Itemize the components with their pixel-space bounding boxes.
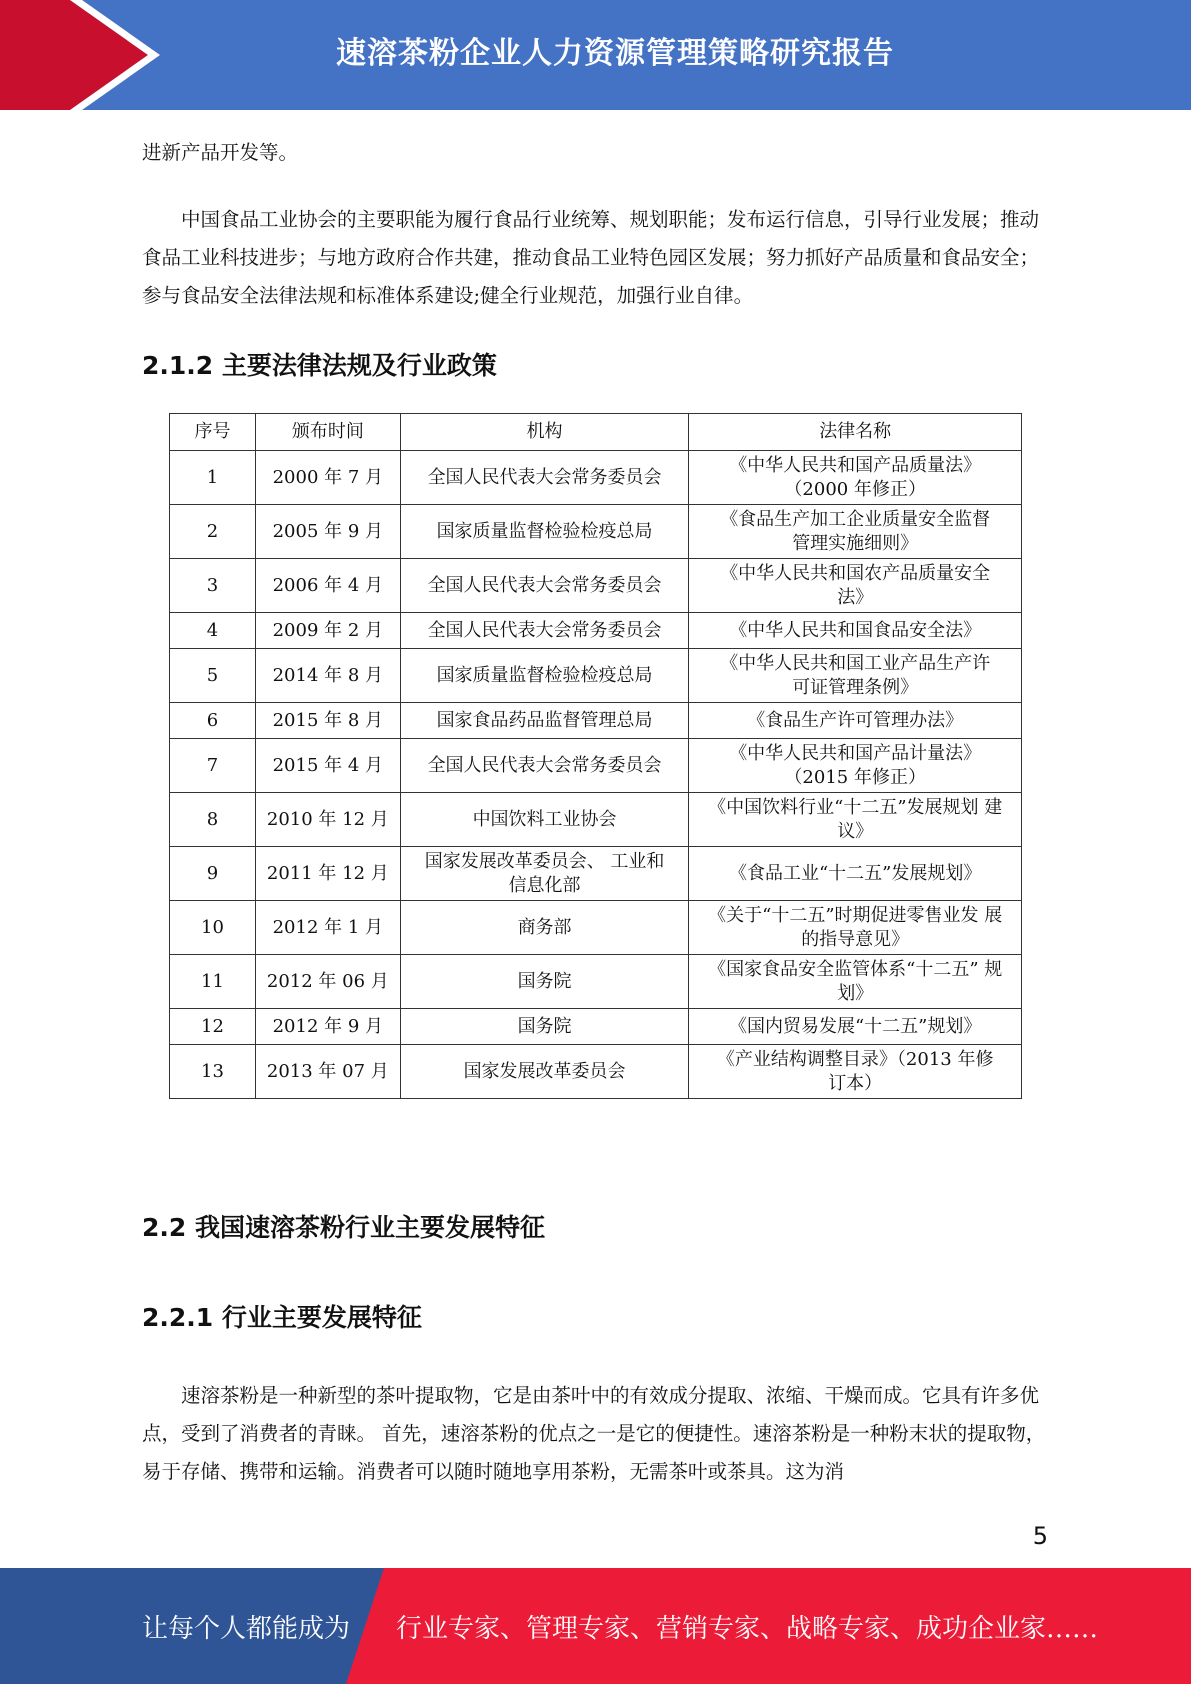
cell-index: 6: [170, 703, 256, 739]
cell-index: 11: [170, 955, 256, 1009]
table-row: [170, 703, 1022, 739]
cell-date: 2012 年 06 月: [255, 955, 400, 1009]
cell-law-name: 《中华人民共和国农产品质量安全 法》: [689, 559, 1022, 613]
cell-date: 2010 年 12 月: [255, 793, 400, 847]
cell-agency: 国家发展改革委员会、 工业和 信息化部: [400, 847, 689, 901]
cell-agency: 全国人民代表大会常务委员会: [400, 613, 689, 649]
page-footer: [0, 1568, 1191, 1684]
heading-2-2-1: 2.2.1 行业主要发展特征: [142, 1303, 422, 1332]
cell-index: 12: [170, 1009, 256, 1045]
cell-index: 7: [170, 739, 256, 793]
cell-agency: 国家质量监督检验检疫总局: [400, 649, 689, 703]
page-number: 5: [1032, 1522, 1048, 1550]
paragraph-intro: 进新产品开发等。: [142, 141, 299, 164]
cell-index: 9: [170, 847, 256, 901]
table-row: [170, 739, 1022, 793]
table-row: [170, 451, 1022, 505]
header-arrow-decoration: [0, 0, 260, 110]
table-row: [170, 847, 1022, 901]
cell-agency: 商务部: [400, 901, 689, 955]
cell-law-name: 《中华人民共和国工业产品生产许 可证管理条例》: [689, 649, 1022, 703]
cell-law-name: 《国家食品安全监管体系“十二五” 规 划》: [689, 955, 1022, 1009]
cell-date: 2013 年 07 月: [255, 1045, 400, 1099]
cell-index: 2: [170, 505, 256, 559]
table-row: [170, 901, 1022, 955]
cell-date: 2015 年 4 月: [255, 739, 400, 793]
cell-law-name: 《中华人民共和国产品质量法》 （2000 年修正）: [689, 451, 1022, 505]
page-header: [0, 0, 1191, 110]
cell-index: 3: [170, 559, 256, 613]
cell-date: 2015 年 8 月: [255, 703, 400, 739]
cell-law-name: 《食品生产加工企业质量安全监督 管理实施细则》: [689, 505, 1022, 559]
cell-date: 2000 年 7 月: [255, 451, 400, 505]
table-row: [170, 613, 1022, 649]
cell-index: 13: [170, 1045, 256, 1099]
cell-date: 2011 年 12 月: [255, 847, 400, 901]
cell-agency: 全国人民代表大会常务委员会: [400, 559, 689, 613]
cell-date: 2014 年 8 月: [255, 649, 400, 703]
cell-date: 2005 年 9 月: [255, 505, 400, 559]
paragraph-instant-tea-powder: 速溶茶粉是一种新型的茶叶提取物，它是由茶叶中的有效成分提取、浓缩、干燥而成。它具有许多优点，受到了消费者的青睐。 首先，速溶茶粉的优点之一是它的便捷性。速溶茶粉是一种粉末状的提取物，易于存储、携带和运输。消费者可以随时随地享用茶粉，无需茶叶或茶具。这为消: [142, 1384, 1046, 1483]
cell-law-name: 《食品工业“十二五”发展规划》: [689, 847, 1022, 901]
header-index: 序号: [170, 414, 256, 451]
cell-law-name: 《中华人民共和国产品计量法》 （2015 年修正）: [689, 739, 1022, 793]
cell-date: 2009 年 2 月: [255, 613, 400, 649]
cell-agency: 中国饮料工业协会: [400, 793, 689, 847]
cell-index: 4: [170, 613, 256, 649]
cell-index: 5: [170, 649, 256, 703]
cell-law-name: 《中华人民共和国食品安全法》: [689, 613, 1022, 649]
cell-agency: 国家发展改革委员会: [400, 1045, 689, 1099]
table-row: [170, 955, 1022, 1009]
table-row: [170, 505, 1022, 559]
footer-slogan-right: 行业专家、管理专家、营销专家、战略专家、成功企业家……: [396, 1614, 1099, 1644]
cell-agency: 国家食品药品监督管理总局: [400, 703, 689, 739]
cell-law-name: 《食品生产许可管理办法》: [689, 703, 1022, 739]
header-agency: 机构: [400, 414, 689, 451]
cell-law-name: 《关于“十二五”时期促进零售业发 展 的指导意见》: [689, 901, 1022, 955]
table-body: [170, 451, 1022, 1099]
cell-index: 8: [170, 793, 256, 847]
header-law-name: 法律名称: [689, 414, 1022, 451]
cell-agency: 国务院: [400, 1009, 689, 1045]
table-header-row: [170, 414, 1022, 451]
report-title: 速溶茶粉企业人力资源管理策略研究报告: [336, 36, 894, 71]
heading-2-2: 2.2 我国速溶茶粉行业主要发展特征: [142, 1213, 545, 1242]
cell-date: 2012 年 1 月: [255, 901, 400, 955]
table-row: [170, 793, 1022, 847]
footer-slogan-left: 让每个人都能成为: [142, 1614, 351, 1644]
cell-agency: 国家质量监督检验检疫总局: [400, 505, 689, 559]
table-row: [170, 649, 1022, 703]
heading-2-1-2: 2.1.2 主要法律法规及行业政策: [142, 351, 497, 380]
cell-law-name: 《中国饮料行业“十二五”发展规划 建 议》: [689, 793, 1022, 847]
laws-table: [169, 413, 1022, 1099]
cell-index: 1: [170, 451, 256, 505]
table-row: [170, 1045, 1022, 1099]
cell-agency: 全国人民代表大会常务委员会: [400, 451, 689, 505]
cell-law-name: 《国内贸易发展“十二五”规划》: [689, 1009, 1022, 1045]
table-row: [170, 1009, 1022, 1045]
cell-agency: 全国人民代表大会常务委员会: [400, 739, 689, 793]
paragraph-association-duties: 中国食品工业协会的主要职能为履行食品行业统筹、规划职能；发布运行信息，引导行业发展；推动食品工业科技进步；与地方政府合作共建，推动食品工业特色园区发展；努力抓好产品质量和食品安全；参与食品安全法律法规和标准体系建设;健全行业规范，加强行业自律。: [142, 208, 1040, 307]
cell-date: 2012 年 9 月: [255, 1009, 400, 1045]
header-date: 颁布时间: [255, 414, 400, 451]
cell-law-name: 《产业结构调整目录》（2013 年修 订本）: [689, 1045, 1022, 1099]
cell-date: 2006 年 4 月: [255, 559, 400, 613]
cell-index: 10: [170, 901, 256, 955]
cell-agency: 国务院: [400, 955, 689, 1009]
table-row: [170, 559, 1022, 613]
